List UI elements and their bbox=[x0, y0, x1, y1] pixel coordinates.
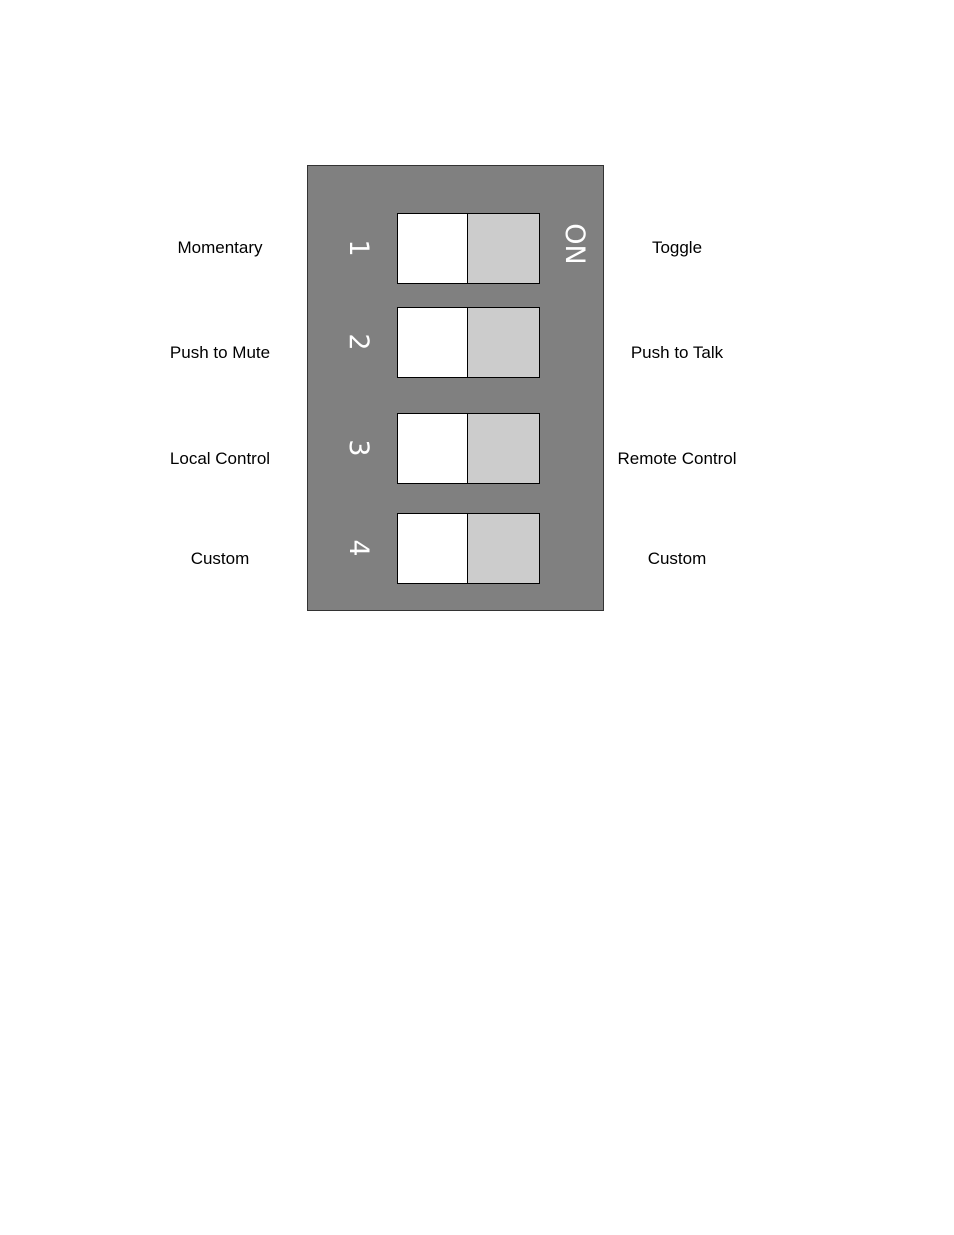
switch-2-off-label: Push to Mute bbox=[169, 343, 271, 362]
dip-switch-2[interactable] bbox=[397, 307, 540, 378]
switch-number-4: 4 bbox=[343, 539, 374, 557]
switch-2-on-label: Push to Talk bbox=[630, 343, 724, 362]
switch-4-on-label: Custom bbox=[647, 549, 707, 568]
switch-3-on-side bbox=[468, 414, 539, 483]
switch-3-off-label: Local Control bbox=[169, 449, 271, 468]
switch-3-on-label: Remote Control bbox=[617, 449, 737, 468]
switch-2-on-side bbox=[468, 308, 539, 377]
switch-4-off-label: Custom bbox=[190, 549, 250, 568]
on-label: ON bbox=[559, 223, 590, 265]
dip-switch-4[interactable] bbox=[397, 513, 540, 584]
switch-number-2: 2 bbox=[343, 333, 374, 351]
dip-switch-1[interactable] bbox=[397, 213, 540, 284]
switch-1-off-side bbox=[398, 214, 468, 283]
dip-switch-3[interactable] bbox=[397, 413, 540, 484]
switch-1-off-label: Momentary bbox=[177, 238, 263, 257]
dip-switch-housing bbox=[307, 165, 604, 611]
switch-number-1: 1 bbox=[343, 239, 374, 257]
switch-number-3: 3 bbox=[343, 439, 374, 457]
switch-2-off-side bbox=[398, 308, 468, 377]
switch-1-on-label: Toggle bbox=[651, 238, 703, 257]
switch-3-off-side bbox=[398, 414, 468, 483]
switch-1-on-side bbox=[468, 214, 539, 283]
switch-4-on-side bbox=[468, 514, 539, 583]
switch-4-off-side bbox=[398, 514, 468, 583]
